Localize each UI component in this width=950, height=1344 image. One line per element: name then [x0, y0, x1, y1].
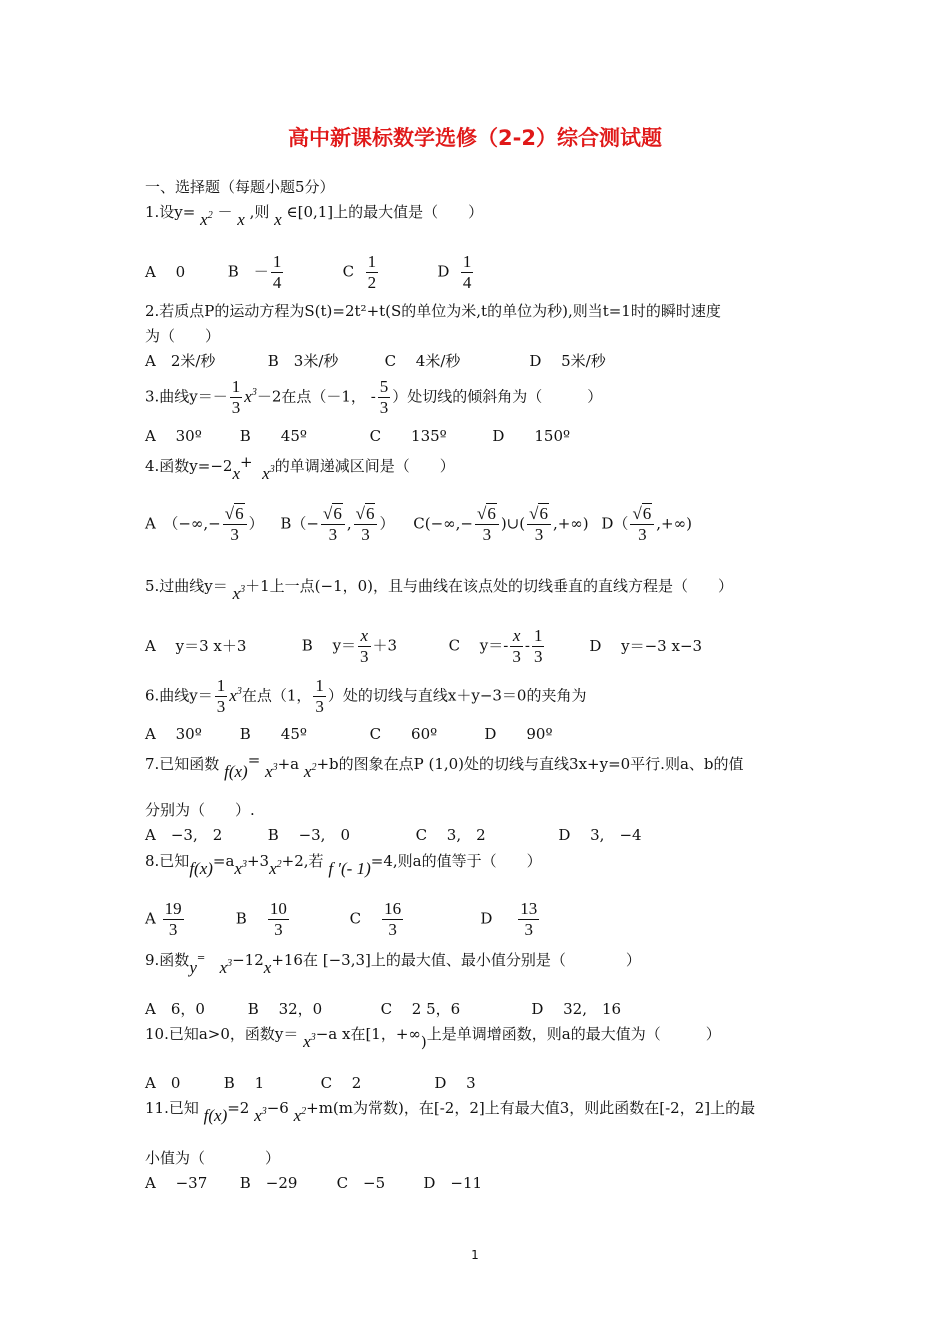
option-d[interactable]: D $\frac{1}{4}$: [437, 252, 472, 292]
option-b[interactable]: B $\frac{10}{3}$: [235, 899, 287, 939]
option-c[interactable]: C 3, 2: [415, 826, 486, 844]
option-c[interactable]: C 2 5，6: [380, 1000, 461, 1018]
question-8: 8.已知$f(x)=ax^3+3x^2+2$,若 f ′(- 1)=4,则a的值等于（ ）: [145, 852, 542, 878]
page-title: 高中新课标数学选修（2-2）综合测试题: [288, 126, 662, 150]
option-c[interactable]: C $\frac{16}{3}$: [349, 899, 402, 939]
question-4-options: [145, 504, 692, 545]
question-5: 5.过曲线$y= x^3+1$上一点(−1，0)，且与曲线在该点处的切线垂直的直线方程是（ ）: [145, 577, 734, 603]
option-b[interactable]: B（− $\frac{√6}{3}$ , $\frac{√6}{3}$ ）: [280, 504, 395, 544]
question-1-options: [145, 252, 475, 293]
option-b[interactable]: B 32，0: [247, 1000, 323, 1018]
option-c[interactable]: C $\frac{1}{2}$: [342, 252, 377, 292]
question-3: 3.曲线y＝－ $\frac{1}{3}$ $x^3-2$在点（－1， - $\frac{5}{3}$ ）处切线的倾斜角为（ ）: [145, 377, 603, 417]
question-2-options: [145, 351, 606, 371]
option-b[interactable]: B 45º: [239, 725, 307, 743]
option-a[interactable]: A 0: [145, 1074, 181, 1092]
section-heading: 一、选择题（每题小题5分）: [145, 178, 335, 196]
question-10: 10.已知a>0，函数$y= x^3-a$ x在[1，+∞)上是单调增函数，则a的最大值为（ ）: [145, 1025, 721, 1051]
question-1: 1.设$y= x^2 - x$ ,则 x ∈[0,1]上的最大值是（ ）: [145, 203, 484, 229]
option-a[interactable]: A −37: [145, 1174, 208, 1192]
option-d[interactable]: D −11: [423, 1174, 483, 1192]
option-d[interactable]: D（ $\frac{√6}{3}$ ,+∞): [601, 504, 692, 544]
option-b[interactable]: B −29: [239, 1174, 298, 1192]
question-9-options: [145, 999, 621, 1019]
option-b[interactable]: B 3米/秒: [267, 352, 339, 370]
page-number: 1: [471, 1248, 479, 1262]
question-7-cont: 分别为（ ）.: [145, 801, 255, 819]
question-8-options: [145, 899, 541, 940]
option-c[interactable]: C −5: [336, 1174, 386, 1192]
option-c[interactable]: C 135º: [369, 427, 447, 445]
option-a[interactable]: A $\frac{19}{3}$: [145, 899, 182, 939]
option-a[interactable]: A 2米/秒: [145, 352, 216, 370]
option-c[interactable]: C(−∞,− $\frac{√6}{3}$ )∪( $\frac{√6}{3}$ ,+∞): [413, 504, 589, 544]
option-d[interactable]: D 3, −4: [558, 826, 642, 844]
option-a[interactable]: A 30º: [145, 427, 202, 445]
option-d[interactable]: D y＝−3 x−3: [589, 636, 703, 655]
option-a[interactable]: A y＝3 x＋3: [145, 636, 247, 655]
question-11: 11.已知 f(x)=2 $x^3-6$ $x^2+m(m$为常数)，在[-2，2]上有最大值3，则此函数在[-2，2]上的最: [145, 1099, 756, 1125]
option-b[interactable]: B 45º: [239, 427, 307, 445]
option-a[interactable]: A −3, 2: [145, 826, 223, 844]
option-c[interactable]: C 60º: [369, 725, 438, 743]
option-a[interactable]: A 0: [145, 262, 186, 281]
question-11-options: [145, 1173, 482, 1193]
question-10-options: [145, 1073, 476, 1093]
option-a[interactable]: A 6，0: [145, 1000, 205, 1018]
question-9: 9.函数y= $x^3-12x+16$在 [−3,3]上的最大值、最小值分别是（ ）: [145, 951, 641, 977]
option-d[interactable]: D $\frac{13}{3}$: [480, 899, 538, 939]
option-d[interactable]: D 3: [434, 1074, 476, 1092]
option-d[interactable]: D 150º: [492, 427, 571, 445]
option-c[interactable]: C y＝- $\frac{x}{3}$ - $\frac{1}{3}$: [448, 626, 543, 666]
question-2-cont: 为（ ）: [145, 327, 221, 345]
option-d[interactable]: D 32, 16: [531, 1000, 622, 1018]
question-2: 2.若质点P的运动方程为S(t)=2t²+t(S的单位为米,t的单位为秒),则当t=1时的瞬时速度: [145, 302, 721, 320]
question-6: 6.曲线y＝ $\frac{1}{3}$ $x^3$在点（1， $\frac{1}{3}$ ）处的切线与直线x＋y−3＝0的夹角为: [145, 676, 587, 716]
question-7: 7.已知函数 $f(x)= x^3+a$ $x^2+b$的图象在点P (1,0)处的切线与直线3x+y=0平行.则a、b的值: [145, 751, 744, 781]
option-d[interactable]: D 90º: [484, 725, 553, 743]
question-4: 4.函数$y=-2x+ x^3$的单调递减区间是（ ）: [145, 453, 455, 483]
question-6-options: [145, 724, 553, 744]
question-5-options: [145, 626, 702, 667]
option-a[interactable]: A 30º: [145, 725, 202, 743]
question-11-cont: 小值为（ ）: [145, 1149, 281, 1167]
question-7-options: [145, 825, 642, 845]
option-d[interactable]: D 5米/秒: [529, 352, 606, 370]
option-b[interactable]: B － $\frac{1}{4}$: [227, 252, 282, 292]
option-c[interactable]: C 4米/秒: [384, 352, 461, 370]
option-b[interactable]: B y＝ $\frac{x}{3}$ ＋3: [301, 626, 398, 666]
option-b[interactable]: B 1: [223, 1074, 265, 1092]
option-c[interactable]: C 2: [320, 1074, 362, 1092]
question-3-options: [145, 426, 570, 446]
option-b[interactable]: B −3, 0: [267, 826, 350, 844]
option-a[interactable]: A （−∞,− $\frac{√6}{3}$ ）: [145, 504, 264, 544]
